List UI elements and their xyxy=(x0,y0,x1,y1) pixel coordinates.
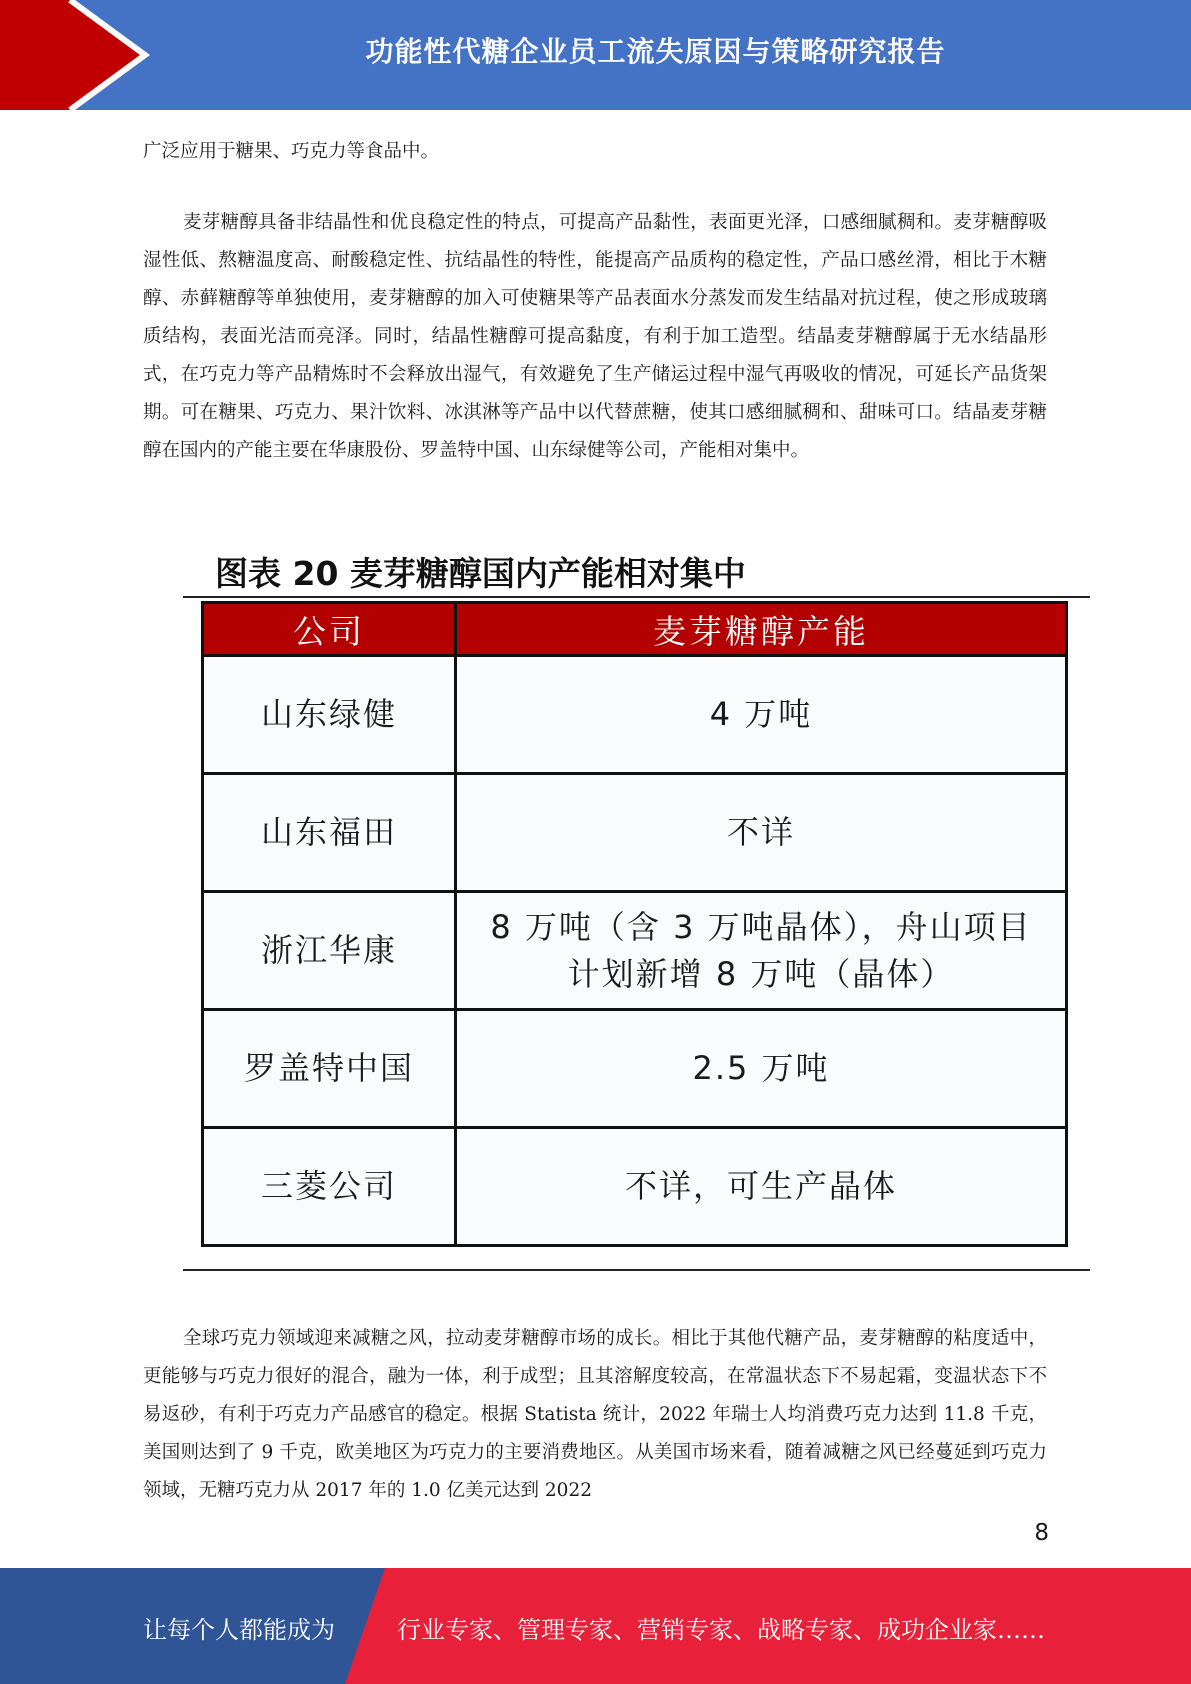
body-paragraph-1: 广泛应用于糖果、巧克力等食品中。 xyxy=(143,141,440,162)
company-cell: 山东福田 xyxy=(203,774,456,892)
footer-slogan-right: 行业专家、管理专家、营销专家、战略专家、成功企业家…… xyxy=(397,1616,1045,1644)
figure-title: 图表 20 麦芽糖醇国内产能相对集中 xyxy=(215,554,746,593)
body-paragraph-2: 麦芽糖醇具备非结晶性和优良稳定性的特点，可提高产品黏性，表面更光泽，口感细腻稠和。麦芽糖醇吸湿性低、熬糖温度高、耐酸稳定性、抗结晶性的特性，能提高产品质构的稳定性，产品口感丝滑，相比于木糖醇、赤藓糖醇等单独使用，麦芽糖醇的加入可使糖果等产品表面水分蒸发而发生结晶对抗过程，使之形成玻璃质结构，表面光洁而亮泽。同时，结晶性糖醇可提高黏度，有利于加工造型。结晶麦芽糖醇属于无水结晶形式，在巧克力等产品精炼时不会释放出湿气，有效避免了生产储运过程中湿气再吸收的情况，可延长产品货架期。可在糖果、巧克力、果汁饮料、冰淇淋等产品中以代替蔗糖，使其口感细腻稠和、甜味可口。结晶麦芽糖醇在国内的产能主要在华康股份、罗盖特中国、山东绿健等公司，产能相对集中。 xyxy=(143,212,1047,461)
capacity-table xyxy=(201,601,1068,1247)
capacity-cell: 2.5 万吨 xyxy=(456,1010,1067,1128)
page-footer xyxy=(0,1568,1191,1684)
company-cell: 山东绿健 xyxy=(203,656,456,774)
table-row xyxy=(203,1010,1067,1128)
capacity-cell: 8 万吨（含 3 万吨晶体），舟山项目计划新增 8 万吨（晶体） xyxy=(456,892,1067,1010)
page-number: 8 xyxy=(1034,1520,1049,1546)
capacity-cell: 4 万吨 xyxy=(456,656,1067,774)
figure-capacity-table xyxy=(183,536,1090,1272)
capacity-cell: 不详 xyxy=(456,774,1067,892)
table-header-row xyxy=(203,603,1067,656)
table-row xyxy=(203,656,1067,774)
company-cell: 三菱公司 xyxy=(203,1128,456,1246)
figure-bottom-rule xyxy=(183,1269,1090,1271)
page-header xyxy=(0,0,1191,110)
column-header-company: 公司 xyxy=(203,603,456,656)
table-row xyxy=(203,774,1067,892)
header-title: 功能性代糖企业员工流失原因与策略研究报告 xyxy=(365,35,946,68)
figure-top-rule xyxy=(183,596,1090,598)
table-row xyxy=(203,892,1067,1010)
company-cell: 罗盖特中国 xyxy=(203,1010,456,1128)
footer-slogan-left: 让每个人都能成为 xyxy=(143,1616,335,1644)
column-header-capacity: 麦芽糖醇产能 xyxy=(456,603,1067,656)
body-paragraph-3: 全球巧克力领域迎来减糖之风，拉动麦芽糖醇市场的成长。相比于其他代糖产品，麦芽糖醇的粘度适中，更能够与巧克力很好的混合，融为一体，利于成型；且其溶解度较高，在常温状态下不易起霜，变温状态下不易返砂，有利于巧克力产品感官的稳定。根据 Statista 统计，2022 年瑞士人均消费巧克力达到 11.8 千克，美国则达到了 9 千克，欧美地区为巧克力的主要消费地区。从美国市场来看，随着减糖之风已经蔓延到巧克力领域，无糖巧克力从 2017 年的 1.0 亿美元达到 2022 xyxy=(143,1328,1047,1501)
company-cell: 浙江华康 xyxy=(203,892,456,1010)
table-row xyxy=(203,1128,1067,1246)
capacity-cell: 不详，可生产晶体 xyxy=(456,1128,1067,1246)
